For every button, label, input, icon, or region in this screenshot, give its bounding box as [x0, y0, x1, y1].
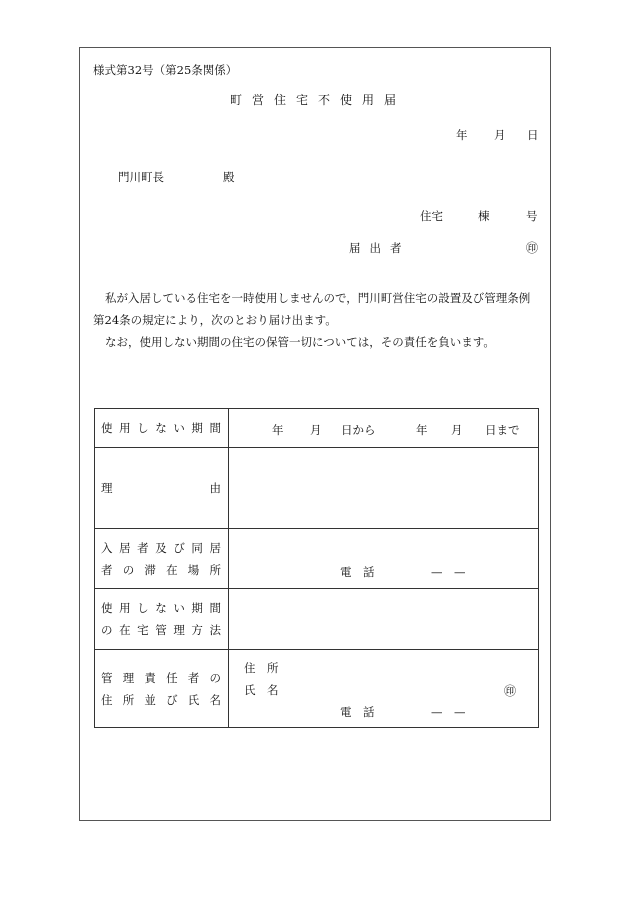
building-label: 棟 [478, 209, 490, 223]
phone-dashes: — — [431, 705, 466, 719]
details-table [94, 408, 539, 728]
row-label-stay-location: 入 居 者 及 び 同 居 者 の 滞 在 場 所 [95, 529, 229, 589]
body-paragraph-2: なお，使用しない期間の住宅の保管一切については，その責任を負います。 [105, 335, 495, 349]
table-row [95, 650, 539, 728]
date-day: 日 [527, 128, 539, 142]
period-value[interactable]: 年 月 日から 年 月 日まで [229, 409, 539, 448]
notifier-label: 届出者 [349, 241, 411, 255]
table-row [95, 529, 539, 589]
form-number: 様式第32号（第25条関係） [93, 63, 238, 77]
date-month: 月 [494, 128, 506, 142]
form-title: 町営住宅不使用届 [230, 93, 407, 107]
phone-label: 電 話 [340, 705, 375, 719]
table-row [95, 448, 539, 529]
honorific: 殿 [223, 170, 235, 184]
addressee: 門川町長 [118, 170, 164, 184]
management-method-value[interactable] [229, 589, 539, 650]
table-row [95, 589, 539, 650]
phone-label: 電 話 [340, 565, 375, 579]
number-label: 号 [526, 209, 538, 223]
table-row [95, 409, 539, 448]
row-label-reason: 理 由 [95, 448, 229, 529]
form-page [79, 47, 551, 821]
name-label: 氏 名 [244, 683, 279, 697]
address-label: 住 所 [244, 661, 279, 675]
responsible-person-value[interactable] [229, 650, 539, 728]
housing-label: 住宅 [420, 209, 443, 223]
phone-dashes: — — [431, 565, 466, 579]
row-label-period: 使 用 し な い 期 間 [95, 409, 229, 448]
date-year: 年 [456, 128, 468, 142]
row-label-responsible-person: 管 理 責 任 者 の 住 所 並 び 氏 名 [95, 650, 229, 728]
row-label-management-method: 使 用 し な い 期 間 の 在 宅 管 理 方 法 [95, 589, 229, 650]
seal-mark: ㊞ [526, 241, 539, 255]
reason-value[interactable] [229, 448, 539, 529]
stay-location-value[interactable] [229, 529, 539, 589]
seal-mark: ㊞ [504, 684, 517, 698]
body-paragraph-1: 私が入居している住宅を一時使用しませんので，門川町営住宅の設置及び管理条例第24条の規定により，次のとおり届け出ます。 [93, 291, 531, 327]
